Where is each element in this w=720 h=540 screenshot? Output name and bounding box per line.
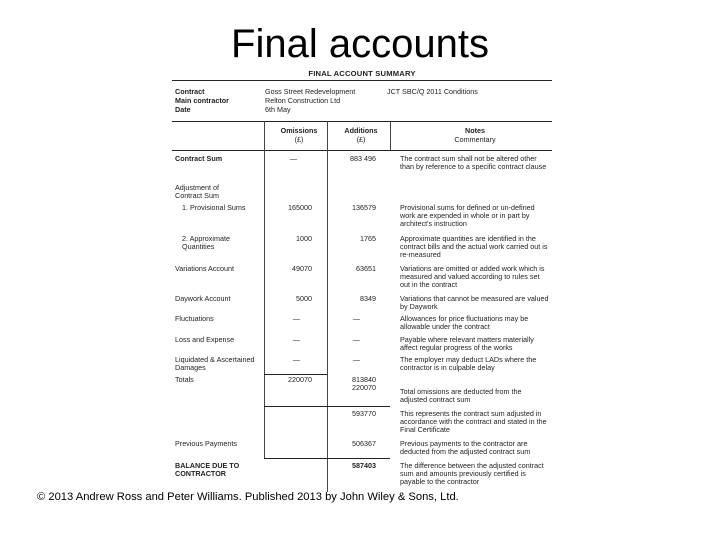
fluctuations-omissions: — [292,314,300,323]
fluctuations-note: Allowances for price fluctuations may be allowable under the contract [400,314,529,331]
header-rule-top [172,121,552,122]
column-divider-additions [327,121,328,492]
contract-label: Contract [175,87,205,96]
adjusted-sum-additions: 593770 [352,409,376,418]
totals-label: Totals [175,375,194,384]
omissions-header: Omissions [280,126,318,135]
daywork-note: Variations that cannot be measured are valued by Daywork [400,294,549,311]
previous-payments-additions: 506367 [352,439,376,448]
loss-expense-omissions: — [292,335,300,344]
additions-unit: (£) [356,135,366,144]
balance-due-additions: 587403 [352,461,376,470]
column-divider-omissions [264,121,265,459]
variations-additions: 63651 [356,264,376,273]
provisional-sums-note: Provisional sums for defined or un-defined work are expended in whole or in part by architect's instruction [400,203,535,228]
date-label: Date [175,105,191,114]
liquidated-damages-omissions: — [292,355,300,364]
approximate-quantities-omissions: 1000 [296,234,312,243]
additions-header: Additions [344,126,378,135]
daywork-label: Daywork Account [175,294,231,303]
variations-omissions: 49070 [292,264,312,273]
liquidated-damages-additions: — [352,355,360,364]
contract-value: Goss Street Redevelopment [265,87,356,96]
final-account-summary-document [172,70,552,492]
notes-subheader: Commentary [454,135,496,144]
contract-sum-label: Contract Sum [175,154,223,163]
contract-sum-note: The contract sum shall not be altered other than by reference to a specific contract clause [400,154,547,171]
previous-payments-label: Previous Payments [175,439,237,448]
adjusted-rule [264,406,390,407]
liquidated-damages-label: Liquidated & Ascertained Damages [175,355,255,372]
totals-note: Total omissions are deducted from the adjusted contract sum [400,387,522,404]
copyright-footer: © 2013 Andrew Ross and Peter Williams. Published 2013 by John Wiley & Sons, Ltd. [37,491,459,503]
balance-due-note: The difference between the adjusted contract sum and amounts previously certified is payable to the contractor [400,461,544,486]
slide-title: Final accounts [231,22,489,66]
balance-rule [264,458,390,459]
totals-omissions: 220070 [288,375,312,384]
main-contractor-value: Relton Construction Ltd [265,96,341,105]
liquidated-damages-note: The employer may deduct LADs where the contractor is in culpable delay [400,355,537,372]
contract-sum-omissions: — [289,154,297,163]
fluctuations-additions: — [352,314,360,323]
approximate-quantities-additions: 1765 [360,234,376,243]
daywork-omissions: 5000 [296,294,312,303]
approximate-quantities-note: Approximate quantities are identified in the contract bills and the actual work carried out is re-measured [400,234,548,259]
variations-label: Variations Account [175,264,234,273]
omissions-unit: (£) [294,135,304,144]
loss-expense-label: Loss and Expense [175,335,235,344]
contract-sum-additions: 883 496 [350,154,376,163]
totals-additions: 813840 [352,375,376,384]
previous-payments-note: Previous payments to the contractor are deducted from the adjusted contract sum [400,439,531,456]
provisional-sums-omissions: 165000 [288,203,312,212]
balance-due-label: BALANCE DUE TO CONTRACTOR [175,461,240,478]
adjustment-label: Adjustment of Contract Sum [175,183,219,200]
conditions-value: JCT SBC/Q 2011 Conditions [387,87,478,96]
header-rule-bottom [172,150,552,151]
date-value: 6th May [265,105,291,114]
document-heading: FINAL ACCOUNT SUMMARY [308,69,416,78]
provisional-sums-label: 1. Provisional Sums [182,203,246,212]
fluctuations-label: Fluctuations [175,314,214,323]
main-contractor-label: Main contractor [175,96,229,105]
adjusted-sum-note: This represents the contract sum adjusted in accordance with the contract and stated in the Final Certificate [400,409,547,434]
column-divider-notes [390,121,391,151]
top-rule [172,80,552,81]
provisional-sums-additions: 136579 [352,203,376,212]
loss-expense-additions: — [352,335,360,344]
totals-deduction: 220070 [352,383,376,392]
notes-header: Notes [465,126,485,135]
variations-note: Variations are omitted or added work which is measured and valued according to rules set out in the contract [400,264,545,289]
approximate-quantities-label: 2. Approximate Quantities [182,234,230,251]
loss-expense-note: Payable where relevant matters materially affect regular progress of the works [400,335,534,352]
daywork-additions: 8349 [360,294,376,303]
